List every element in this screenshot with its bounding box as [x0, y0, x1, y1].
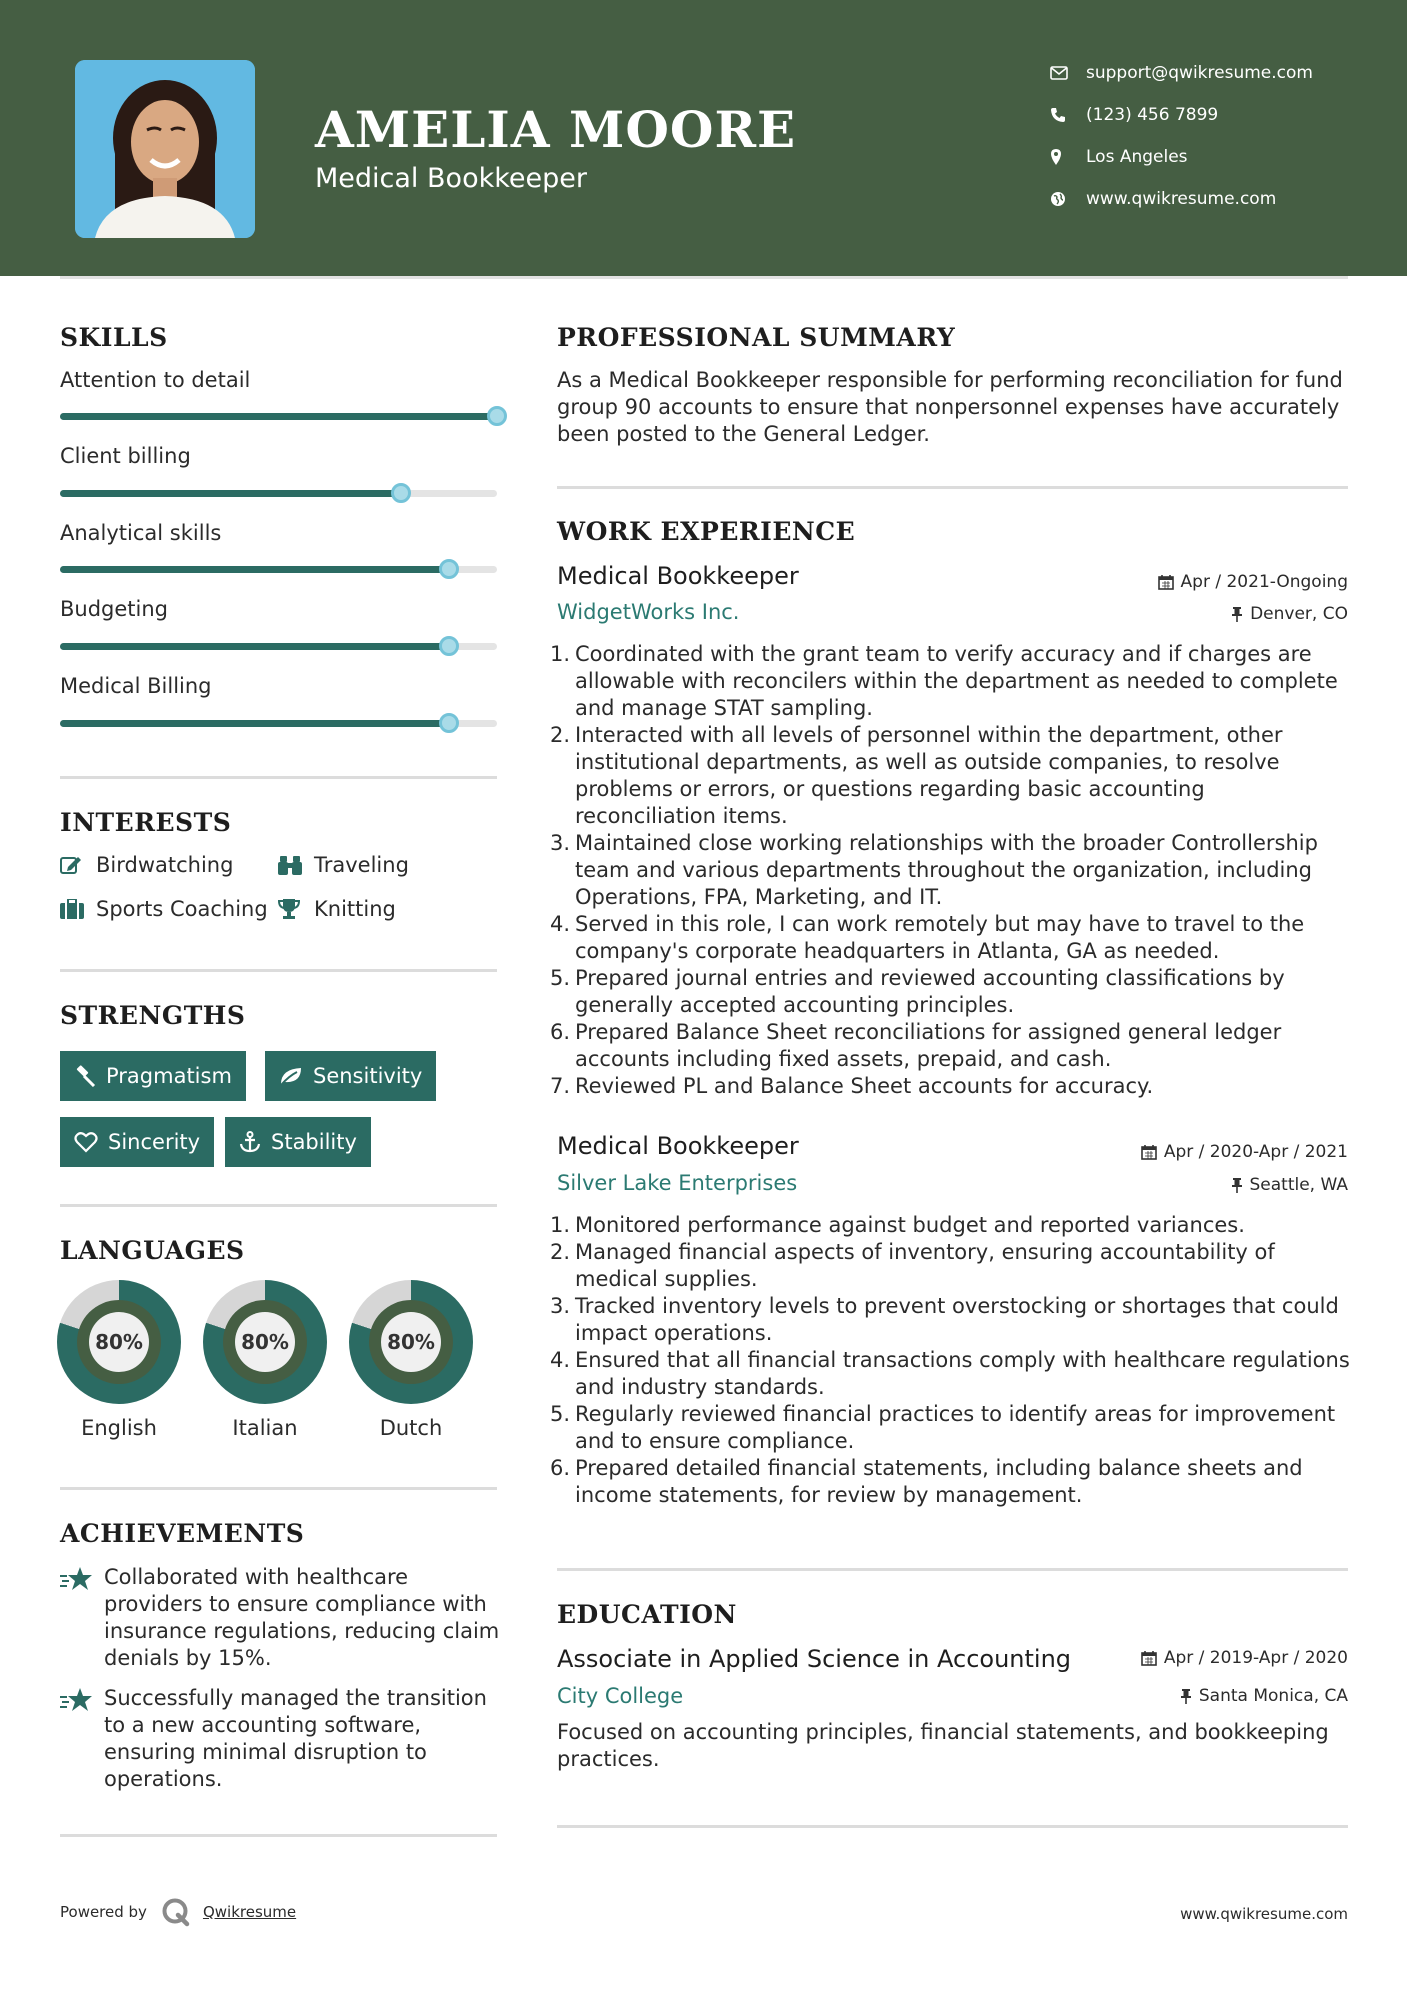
- language-item: [349, 1280, 473, 1440]
- contact-location-text: Los Angeles: [1086, 147, 1188, 167]
- skill-bar-knob: [487, 406, 507, 426]
- duty-item: 1. Coordinated with the grant team to verify accuracy and if charges are allowable with reconcilers within the department as needed to complete and manage STAT sampling.: [550, 641, 1350, 722]
- brand-link[interactable]: Qwikresume: [202, 1903, 297, 1921]
- education-school: City College: [557, 1684, 684, 1708]
- summary-title: PROFESSIONAL SUMMARY: [557, 323, 956, 352]
- pin-icon: [1180, 1688, 1192, 1704]
- footer-url[interactable]: www.qwikresume.com: [1180, 1905, 1348, 1923]
- duty-item: 3. Tracked inventory levels to prevent overstocking or shortages that could impact operations.: [550, 1293, 1350, 1347]
- strength-tag: [60, 1051, 246, 1101]
- heart-icon: [74, 1131, 98, 1153]
- achievement-text: Successfully managed the transition to a new accounting software, ensuring minimal disruption to operations.: [104, 1686, 487, 1791]
- strength-tag: [225, 1117, 371, 1167]
- duty-text: Prepared Balance Sheet reconciliations for assigned general ledger accounts including fixed assets, prepaid, and cash.: [575, 1020, 1282, 1071]
- skill-bar-knob: [439, 713, 459, 733]
- skill-bar-fill: [60, 490, 401, 497]
- duty-text: Tracked inventory levels to prevent overstocking or shortages that could impact operations.: [575, 1294, 1339, 1345]
- trophy-icon: [278, 898, 314, 920]
- skill-bar-fill: [60, 643, 449, 650]
- briefcase-icon: [60, 899, 96, 919]
- interest-label: Traveling: [314, 853, 409, 877]
- leaf-icon: [279, 1066, 303, 1086]
- language-item: [57, 1280, 181, 1440]
- education-location-text: Santa Monica, CA: [1198, 1686, 1348, 1706]
- duty-text: Served in this role, I can work remotely but may have to travel to the company's corporate headquarters in Atlanta, GA as needed.: [575, 912, 1305, 963]
- calendar-icon: [1141, 1650, 1157, 1666]
- education-degree: Associate in Applied Science in Accounting: [557, 1645, 1072, 1673]
- job-date-text: Apr / 2021-Ongoing: [1180, 572, 1348, 592]
- footer-powered-by: [60, 1897, 296, 1927]
- skill-label: Analytical skills: [60, 521, 222, 545]
- skill-label: Medical Billing: [60, 674, 212, 698]
- duty-text: Ensured that all financial transactions comply with healthcare regulations and industry standards.: [575, 1348, 1350, 1399]
- skill-bar-knob: [439, 636, 459, 656]
- map-pin-icon: [1050, 147, 1086, 167]
- education-date-text: Apr / 2019-Apr / 2020: [1163, 1648, 1348, 1668]
- language-name: Dutch: [379, 1416, 443, 1440]
- job-location-text: Denver, CO: [1250, 604, 1348, 624]
- achievements-title: ACHIEVEMENTS: [60, 1519, 305, 1548]
- experience-title: WORK EXPERIENCE: [557, 517, 856, 546]
- achievement-text: Collaborated with healthcare providers to ensure compliance with insurance regulations, reducing claim denials by 15%.: [104, 1565, 500, 1670]
- interest-label: Birdwatching: [96, 853, 234, 877]
- skill-bar: [60, 566, 497, 573]
- header-divider: [60, 276, 1348, 279]
- job-title: Medical Bookkeeper: [557, 1132, 799, 1160]
- star-icon: [60, 1685, 104, 1793]
- edit-icon: [60, 855, 96, 875]
- education-location: [1180, 1686, 1348, 1706]
- duty-text: Monitored performance against budget and reported variances.: [575, 1213, 1245, 1237]
- interest-item: [60, 853, 233, 877]
- skill-bar: [60, 720, 497, 727]
- section-divider: [60, 1204, 497, 1207]
- skill-bar-fill: [60, 566, 449, 573]
- pin-icon: [1231, 606, 1243, 622]
- language-ring: [203, 1280, 327, 1404]
- duty-text: Maintained close working relationships with the broader Controllership team and various departments throughout the organization, including Operations, FPA, Marketing, and IT.: [575, 831, 1318, 909]
- resume-header: [0, 0, 1407, 276]
- job-location: [1231, 1175, 1349, 1195]
- strength-label: Stability: [271, 1130, 357, 1154]
- skill-bar-fill: [60, 720, 449, 727]
- strength-tag: [265, 1051, 436, 1101]
- interest-label: Sports Coaching: [96, 897, 268, 921]
- interest-item: [278, 853, 409, 877]
- section-divider: [557, 1568, 1348, 1571]
- binoculars-icon: [278, 854, 314, 876]
- education-title: EDUCATION: [557, 1600, 737, 1629]
- interest-label: Knitting: [314, 897, 396, 921]
- language-ring: [57, 1280, 181, 1404]
- duty-item: 5. Regularly reviewed financial practices to identify areas for improvement and to ensure compliance.: [550, 1401, 1350, 1455]
- duty-item: 2. Interacted with all levels of personnel within the department, other institutional departments, as well as outside companies, to resolve problems or errors, or questions regarding basic accounting reconciliation items.: [550, 722, 1350, 830]
- interest-item: [278, 897, 396, 921]
- candidate-name: AMELIA MOORE: [315, 100, 797, 159]
- job-title: Medical Bookkeeper: [557, 562, 799, 590]
- languages-title: LANGUAGES: [60, 1236, 245, 1265]
- contact-website-text: www.qwikresume.com: [1086, 189, 1277, 209]
- language-percent: 80%: [89, 1312, 149, 1372]
- job-duties: [550, 1212, 1350, 1509]
- gavel-icon: [74, 1065, 96, 1087]
- duty-item: 2. Managed financial aspects of inventory, ensuring accountability of medical supplies.: [550, 1239, 1350, 1293]
- duty-text: Reviewed PL and Balance Sheet accounts for accuracy.: [575, 1074, 1154, 1098]
- duty-text: Coordinated with the grant team to verify accuracy and if charges are allowable with reconcilers within the department as needed to complete and manage STAT sampling.: [575, 642, 1338, 720]
- section-divider: [557, 1825, 1348, 1828]
- strengths-title: STRENGTHS: [60, 1001, 246, 1030]
- duty-text: Prepared detailed financial statements, including balance sheets and income statements, for review by management.: [575, 1456, 1303, 1507]
- envelope-icon: [1050, 63, 1086, 83]
- duty-text: Regularly reviewed financial practices to identify areas for improvement and to ensure compliance.: [575, 1402, 1336, 1453]
- section-divider: [60, 776, 497, 779]
- qwikresume-logo-icon: [161, 1897, 191, 1927]
- skill-bar: [60, 413, 497, 420]
- job-date: [1141, 1142, 1348, 1162]
- job-date-text: Apr / 2020-Apr / 2021: [1163, 1142, 1348, 1162]
- contact-phone[interactable]: [1050, 94, 1313, 136]
- language-percent: 80%: [235, 1312, 295, 1372]
- skill-bar-knob: [439, 559, 459, 579]
- duty-text: Managed financial aspects of inventory, ensuring accountability of medical supplies.: [575, 1240, 1275, 1291]
- language-ring: [349, 1280, 473, 1404]
- skill-bar-knob: [391, 483, 411, 503]
- skill-label: Budgeting: [60, 597, 169, 621]
- pin-icon: [1231, 1177, 1243, 1193]
- summary-text: As a Medical Bookkeeper responsible for performing reconciliation for fund group 90 accounts to ensure that nonpersonnel expenses have accurately been posted to the General Ledger.: [557, 368, 1343, 446]
- powered-by-text: Powered by: [60, 1903, 147, 1921]
- contact-location: [1050, 136, 1313, 178]
- job-company: Silver Lake Enterprises: [557, 1171, 798, 1195]
- job-location: [1231, 604, 1348, 624]
- skill-bar-fill: [60, 413, 497, 420]
- globe-icon: [1050, 189, 1086, 209]
- language-percent: 80%: [381, 1312, 441, 1372]
- duty-text: Prepared journal entries and reviewed accounting classifications by generally accepted accounting principles.: [575, 966, 1285, 1017]
- skill-label: Attention to detail: [60, 368, 251, 392]
- language-name: Italian: [232, 1416, 298, 1440]
- profile-photo: [75, 60, 255, 238]
- strength-label: Sincerity: [108, 1130, 201, 1154]
- duty-item: 7. Reviewed PL and Balance Sheet accounts for accuracy.: [550, 1074, 1154, 1098]
- skill-label: Client billing: [60, 444, 191, 468]
- duty-item: 3. Maintained close working relationships with the broader Controllership team and various departments throughout the organization, including Operations, FPA, Marketing, and IT.: [550, 830, 1350, 911]
- strength-label: Pragmatism: [106, 1064, 232, 1088]
- duty-item: 4. Served in this role, I can work remotely but may have to travel to the company's corporate headquarters in Atlanta, GA as needed.: [550, 911, 1350, 965]
- contact-email-text: support@qwikresume.com: [1086, 63, 1313, 83]
- skills-title: SKILLS: [60, 323, 168, 352]
- job-location-text: Seattle, WA: [1249, 1175, 1348, 1195]
- section-divider: [557, 486, 1348, 489]
- phone-icon: [1050, 105, 1086, 125]
- language-name: English: [81, 1416, 157, 1440]
- language-item: [203, 1280, 327, 1440]
- skill-bar: [60, 490, 497, 497]
- achievement-item: [60, 1564, 500, 1672]
- contact-email[interactable]: [1050, 52, 1313, 94]
- contact-website[interactable]: [1050, 178, 1313, 220]
- duty-item: 5. Prepared journal entries and reviewed accounting classifications by generally accepted accounting principles.: [550, 965, 1350, 1019]
- interests-title: INTERESTS: [60, 808, 232, 837]
- interest-item: [60, 897, 268, 921]
- education-date: [1141, 1648, 1348, 1668]
- contact-phone-text: (123) 456 7899: [1086, 105, 1219, 125]
- section-divider: [60, 1834, 497, 1837]
- education-description: Focused on accounting principles, financial statements, and bookkeeping practices.: [557, 1720, 1329, 1771]
- duty-item: 1. Monitored performance against budget and reported variances.: [550, 1213, 1245, 1237]
- strength-tag: [60, 1117, 214, 1167]
- section-divider: [60, 1487, 497, 1490]
- duty-item: 4. Ensured that all financial transactions comply with healthcare regulations and industry standards.: [550, 1348, 1350, 1399]
- calendar-icon: [1141, 1144, 1157, 1160]
- job-duties: [550, 641, 1350, 1100]
- section-divider: [60, 969, 497, 972]
- achievement-item: [60, 1685, 500, 1793]
- duty-text: Interacted with all levels of personnel within the department, other institutional departments, as well as outside companies, to resolve problems or errors, or questions regarding basic accounting reconciliation items.: [575, 723, 1283, 828]
- duty-item: 6. Prepared detailed financial statements, including balance sheets and income statements, for review by management.: [550, 1455, 1350, 1509]
- star-icon: [60, 1564, 104, 1672]
- job-company: WidgetWorks Inc.: [557, 600, 740, 624]
- duty-item: 6. Prepared Balance Sheet reconciliations for assigned general ledger accounts including fixed assets, prepaid, and cash.: [550, 1019, 1350, 1073]
- skill-bar: [60, 643, 497, 650]
- candidate-role: Medical Bookkeeper: [315, 163, 587, 194]
- strength-label: Sensitivity: [313, 1064, 423, 1088]
- job-date: [1158, 572, 1348, 592]
- anchor-icon: [239, 1131, 261, 1153]
- calendar-icon: [1158, 574, 1174, 590]
- contact-list: [1050, 52, 1313, 220]
